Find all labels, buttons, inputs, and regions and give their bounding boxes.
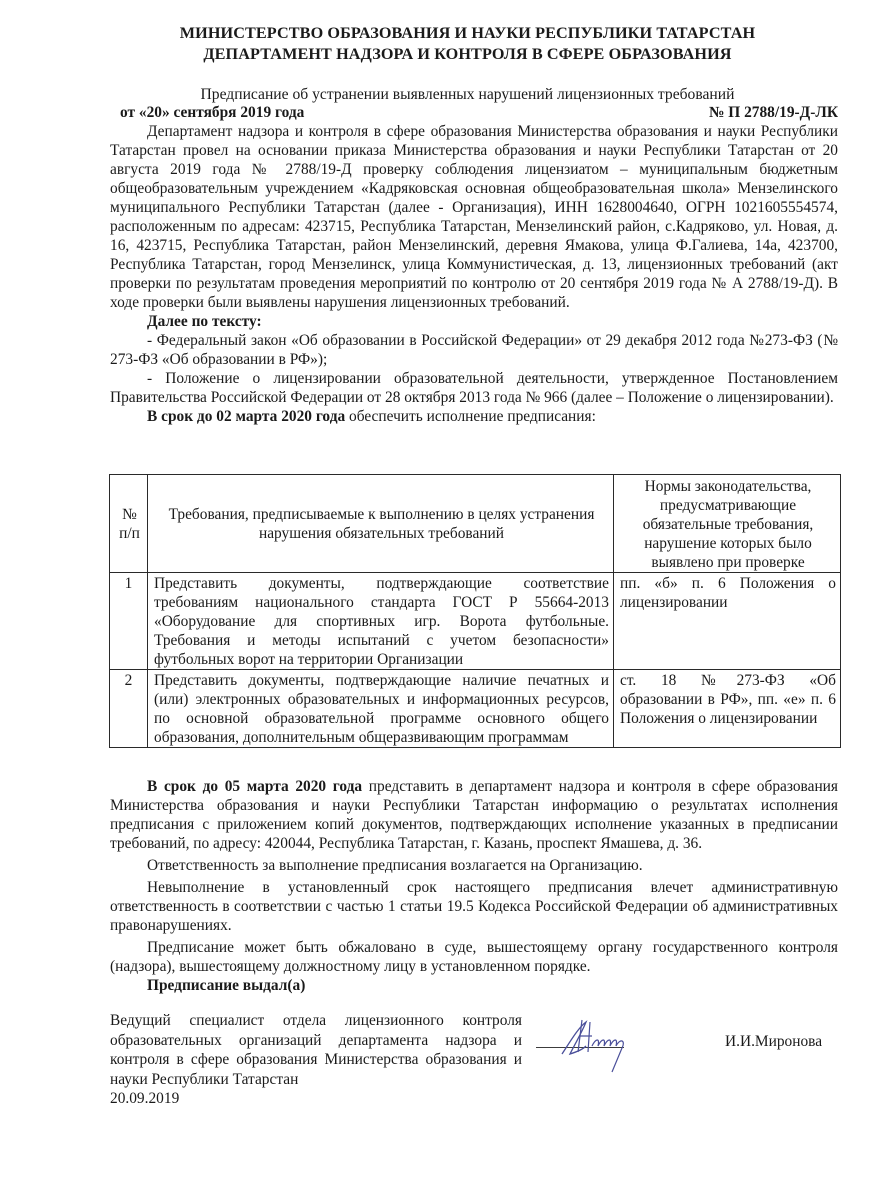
deadline-1-text: обеспечить исполнение предписания:	[345, 408, 596, 425]
row-num: 1	[110, 573, 148, 670]
header-norms: Нормы законодательства, предусматривающие обязательные требования, нарушение которых было выявлено при проверке	[614, 475, 841, 573]
header-num: № п/п	[110, 475, 148, 573]
intro-paragraph: Департамент надзора и контроля в сфере образования Министерства образования и науки Республики Татарстан провел на основании приказа Министерства образования и науки Республики Татарстан от 20 августа 2019 года № 2788/19-Д проверку соблюдения лицензиатом – муниципальным бюджетным общеобразовательным учреждением «Кадряковская основная общеобразовательная школа» Мензелинского муниципального Республики Татарстан (далее - Организация), ИНН 1628004640, ОГРН 1021605554574, расположенным по адресам: 423715, Республика Татарстан, Мензелинский район, с.Кадряково, ул. Новая, д. 16, 423715, Республика Татарстан, район Мензелинский, деревня Ямакова, улица Ф.Галиева, 14а, 423700, Республика Татарстан, город Мензелинск, улица Коммунистическая, д. 13, лицензионных требований (акт проверки по результатам проведения мероприятий по контролю от 20 сентября 2019 года № А 2788/19-Д). В ходе проверки были выявлены нарушения лицензионных требований.	[110, 123, 838, 311]
row-norms: ст. 18 №273-ФЗ «Об образовании в РФ», пп. «е» п. 6 Положения о лицензировании	[614, 670, 841, 748]
law-reference-2: - Положение о лицензировании образовательной деятельности, утвержденное Постановлением Правительства Российской Федерации от 28 октября 2013 года № 966 (далее – Положение о лицензировании).	[110, 370, 838, 406]
signer-name: И.И.Миронова	[725, 1033, 823, 1050]
requirements-table	[109, 474, 841, 748]
signer-position: Ведущий специалист отдела лицензионного контроля образовательных организаций департамента надзора и контроля в сфере образования Министерства образования и науки Республики Татарстан	[110, 1012, 522, 1088]
appeal-paragraph: Предписание может быть обжаловано в суде, вышестоящему органу государственного контроля (надзора), вышестоящему должностному лицу в установленном порядке.	[110, 939, 838, 975]
table-row	[110, 670, 841, 748]
table-row	[110, 573, 841, 670]
date-number-line	[120, 103, 838, 122]
department-name: ДЕПАРТАМЕНТ НАДЗОРА И КОНТРОЛЯ В СФЕРЕ ОБРАЗОВАНИЯ	[203, 45, 732, 63]
signature-icon	[556, 1016, 636, 1074]
header-requirement: Требования, предписываемые к выполнению в целях устранения нарушения обязательных требований	[148, 475, 614, 573]
deadline-2-date: В срок до 05 марта 2020 года	[147, 778, 363, 795]
deadline-2-text: представить в департамент надзора и контроля в сфере образования Министерства образования и науки Республики Татарстан информацию о результатах исполнения предписания с приложением копий документов, подтверждающих исполнение указанных в предписании требований, по адресу: 420044, Республика Татарстан, г. Казань, проспект Ямашева, д. 36.	[110, 778, 838, 852]
row-num: 2	[110, 670, 148, 748]
body-section-2	[110, 777, 838, 995]
letterhead	[100, 23, 835, 65]
further-heading: Далее по тексту:	[147, 313, 262, 330]
row-requirement: Представить документы, подтверждающие соответствие требованиям национального стандарта ГОСТ Р 55664-2013 «Оборудование для спортивных игр. Ворота футбольные. Требования и методы испытаний с учетом безопасности» футбольных ворот на территории Организации	[148, 573, 614, 670]
document-number: № П 2788/19-Д-ЛК	[708, 104, 838, 121]
document-title: Предписание об устранении выявленных нарушений лицензионных требований	[200, 86, 735, 103]
row-norms: пп. «б» п. 6 Положения о лицензировании	[614, 573, 841, 670]
non-compliance-paragraph: Невыполнение в установленный срок настоящего предписания влечет административную ответственность в соответствии с частью 1 статьи 19.5 Кодекса Российской Федерации об административных правонарушениях.	[110, 879, 838, 934]
signer-position-block	[110, 1011, 522, 1109]
law-reference-1: - Федеральный закон «Об образовании в Российской Федерации» от 29 декабря 2012 года №273-ФЗ (№ 273-ФЗ «Об образовании в РФ»);	[110, 332, 838, 368]
issue-date: 20.09.2019	[110, 1090, 180, 1107]
deadline-1-date: В срок до 02 марта 2020 года	[147, 408, 346, 425]
ministry-name: МИНИСТЕРСТВО ОБРАЗОВАНИЯ И НАУКИ РЕСПУБЛИКИ ТАТАРСТАН	[179, 24, 756, 42]
row-requirement: Представить документы, подтверждающие наличие печатных и (или) электронных образовательных и информационных ресурсов, по основной образовательной программе основного общего образования, дополнительным общеразвивающим программам	[148, 670, 614, 748]
document-date: от «20» сентября 2019 года	[120, 104, 305, 121]
deadline-1	[110, 407, 838, 426]
issued-heading: Предписание выдал(а)	[147, 977, 306, 994]
responsibility-paragraph: Ответственность за выполнение предписания возлагается на Организацию.	[147, 857, 643, 874]
table-header-row	[110, 475, 841, 573]
body-section-1	[110, 122, 838, 426]
deadline-2	[110, 777, 838, 853]
